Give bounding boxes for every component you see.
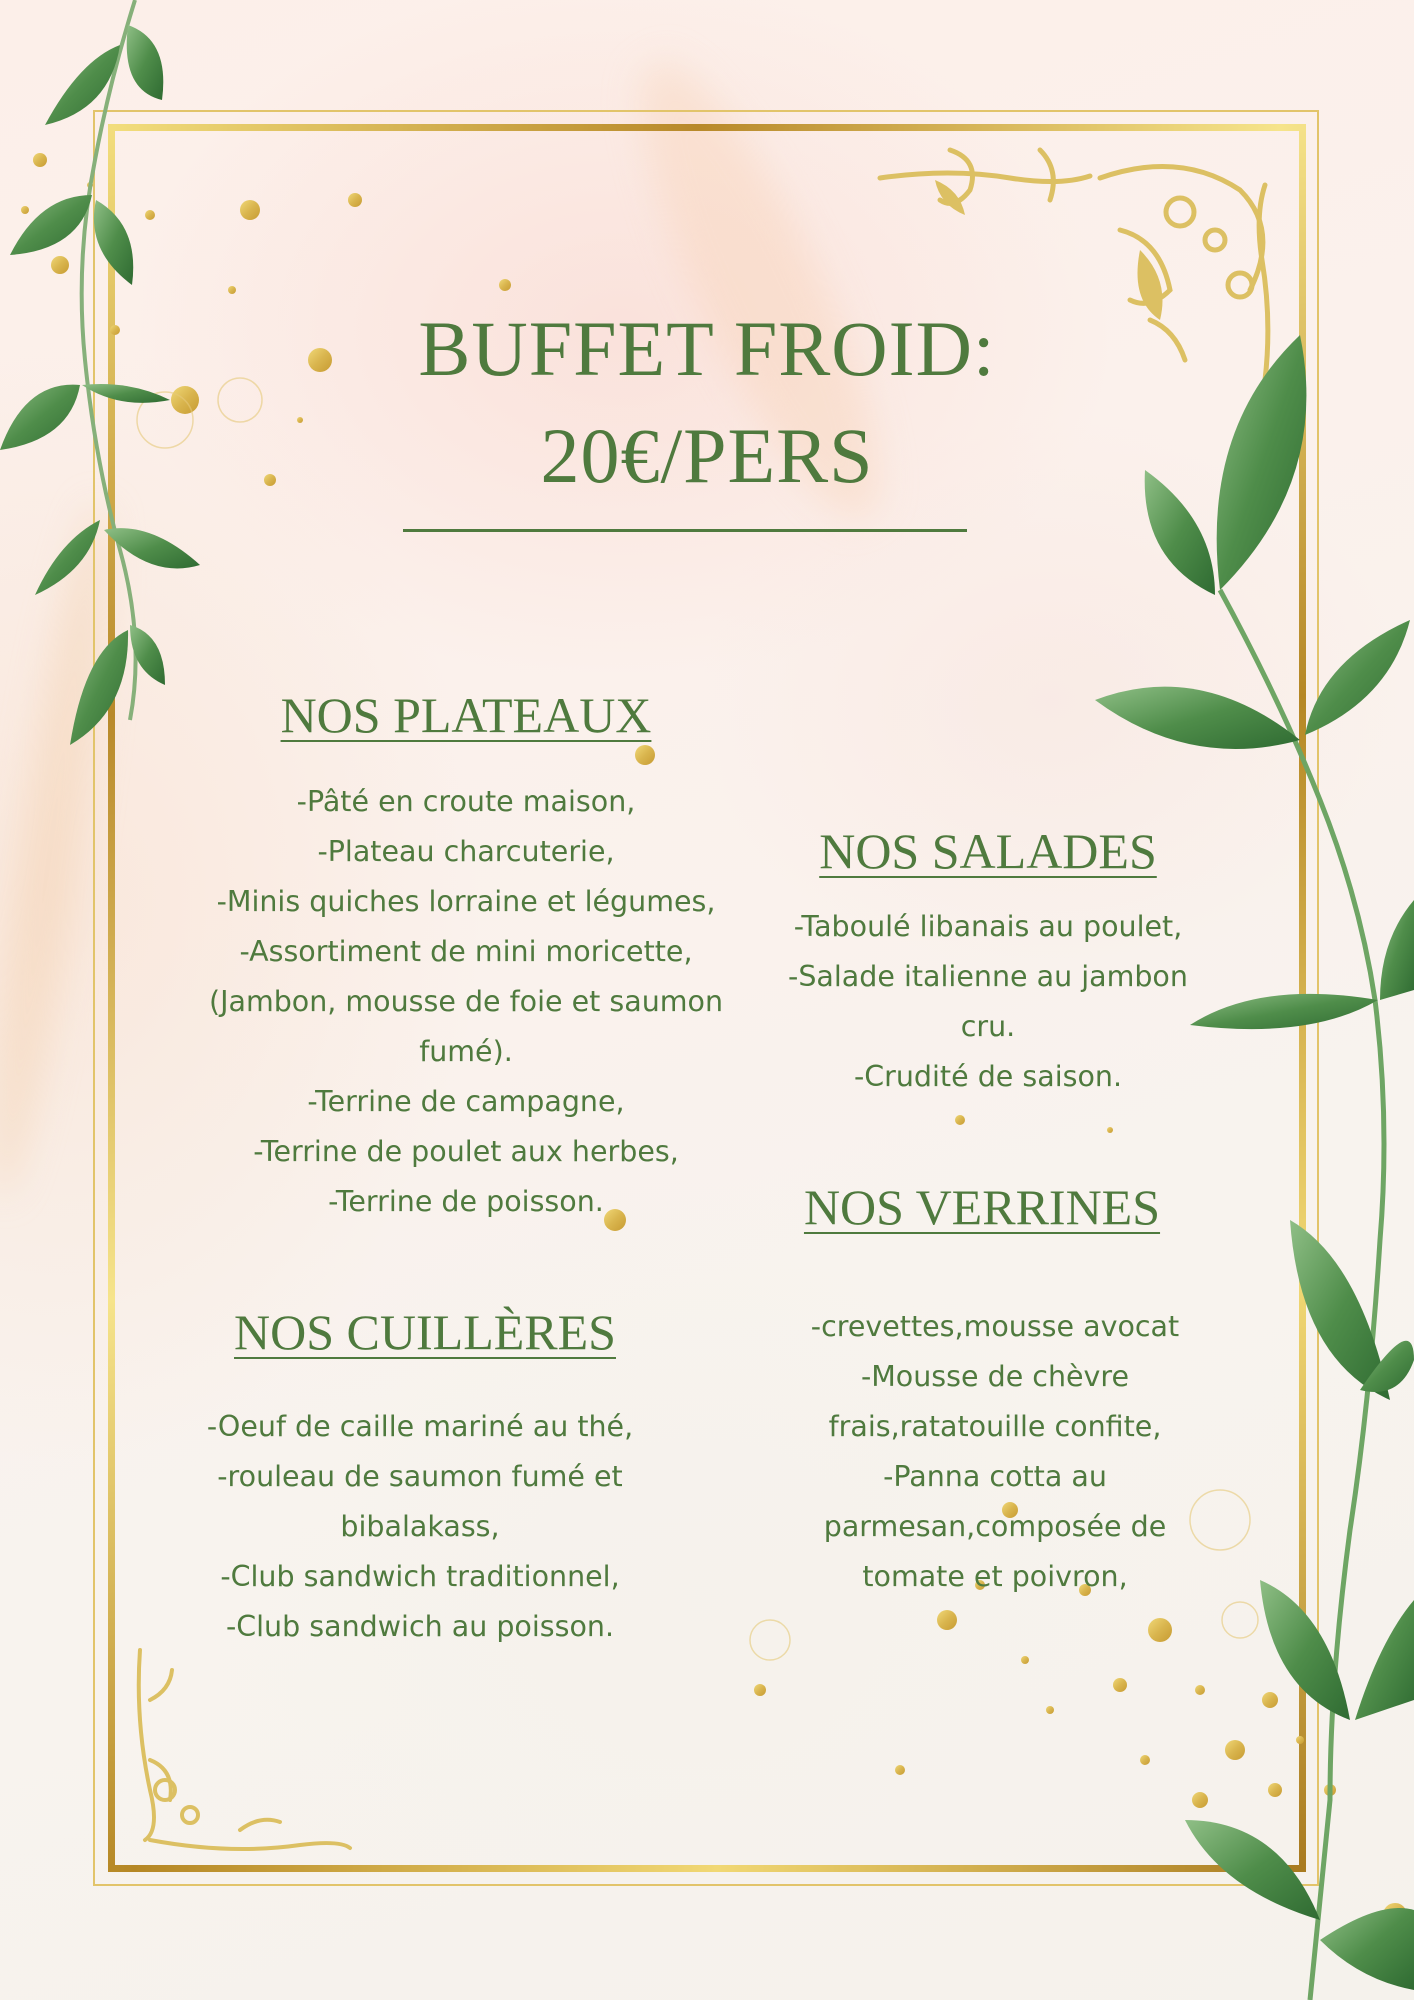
list-item: bibalakass, [340, 1510, 500, 1543]
list-item: tomate et poivron, [862, 1560, 1128, 1593]
list-item: -Salade italienne au jambon [788, 960, 1188, 993]
section-title-plateaux: NOS PLATEAUX [280, 687, 652, 743]
list-item: -Pâté en croute maison, [296, 785, 636, 818]
section-title-verrines: NOS VERRINES [803, 1179, 1161, 1235]
list-item: (Jambon, mousse de foie et saumon [208, 985, 724, 1018]
page-title-line-1: BUFFET FROID: [418, 305, 996, 392]
section-list-salades [748, 902, 1228, 1102]
list-item: -Club sandwich au poisson. [225, 1610, 615, 1643]
list-item: -Taboulé libanais au poulet, [793, 910, 1183, 943]
list-item: -Assortiment de mini moricette, [239, 935, 693, 968]
list-item: -Terrine de poisson. [328, 1185, 604, 1218]
list-item: frais,ratatouille confite, [828, 1410, 1162, 1443]
list-item: -Minis quiches lorraine et légumes, [216, 885, 716, 918]
list-item: -Oeuf de caille mariné au thé, [206, 1410, 634, 1443]
title-divider [403, 529, 967, 532]
leaf-vine-right-icon [1095, 335, 1414, 2000]
page-title-line-2: 20€/PERS [540, 412, 874, 499]
list-item: -Crudité de saison. [853, 1060, 1123, 1093]
list-item: -Club sandwich traditionnel, [220, 1560, 620, 1593]
section-title-salades: NOS SALADES [819, 823, 1157, 879]
list-item: -Plateau charcuterie, [317, 835, 615, 868]
section-title-cuilleres: NOS CUILLÈRES [234, 1304, 616, 1360]
section-list-verrines [755, 1302, 1235, 1602]
list-item: cru. [960, 1010, 1016, 1043]
gold-corner-ornament-icon [139, 1650, 350, 1849]
section-list-cuilleres [155, 1402, 685, 1652]
list-item: -Mousse de chèvre [860, 1360, 1130, 1393]
list-item: -crevettes,mousse avocat [810, 1310, 1180, 1343]
list-item: -Terrine de poulet aux herbes, [253, 1135, 679, 1168]
list-item: -Terrine de campagne, [307, 1085, 625, 1118]
list-item: -rouleau de saumon fumé et [217, 1460, 623, 1493]
list-item: fumé). [419, 1035, 513, 1068]
list-item: parmesan,composée de [823, 1510, 1167, 1543]
list-item: -Panna cotta au [883, 1460, 1107, 1493]
section-list-plateaux [165, 777, 767, 1227]
